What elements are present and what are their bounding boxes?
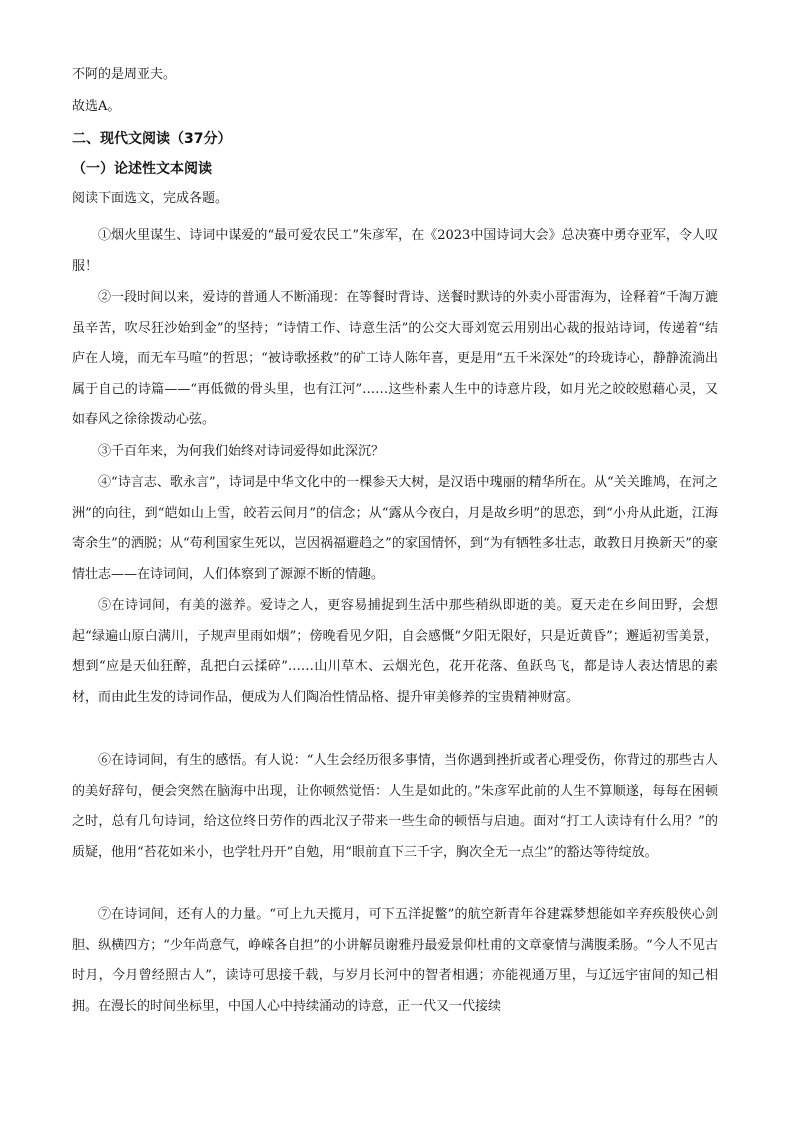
- previous-answer-text: 不阿的是周亚夫。: [72, 67, 177, 82]
- paragraph-4: ④“诗言志、歌永言”，诗词是中华文化中的一棵参天大树，是汉语中瑰丽的精华所在。从“关关雎鸠，在河之洲”的向往，到“皑如山上雪，皎若云间月”的信念；从“露从今夜白，月是故乡明”的思恋，到“小舟从此逝，江海寄余生”的洒脱；从“苟利国家生死以，岂因祸福避趋之”的家国情怀，到“为有牺牲多壮志，敢教日月换新天”的豪情壮志——在诗词间，人们体察到了源源不断的情趣。: [72, 475, 718, 582]
- paragraph-3: ③千百年来，为何我们始终对诗词爱得如此深沉？: [98, 444, 385, 459]
- section-heading: 二、现代文阅读（37分）: [72, 131, 232, 147]
- paragraph-6: ⑥在诗词间，有生的感悟。有人说：“人生会经历很多事情，当你遇到挫折或者心理受伤，你背过的那些古人的美好辞句，便会突然在脑海中出现，让你顿然觉悟：人生是如此的。”朱彦军此前的人生不算顺遂，每每在困顿之时，总有几句诗词，给这位终日劳作的西北汉子带来一些生命的顿悟与启迪。面对“打工人读诗有什么用？”的质疑，他用“苔花如米小，也学牡丹开”自勉，用“眼前直下三千字，胸次全无一点尘”的豁达等待绽放。: [72, 753, 718, 860]
- paragraph-1: ①烟火里谋生、诗词中谋爱的“最可爱农民工”朱彦军，在《2023中国诗词大会》总决赛中勇夺亚军，令人叹服！: [72, 228, 718, 274]
- reading-instruction: 阅读下面选文，完成各题。: [72, 191, 229, 206]
- subsection-heading: （一）论述性文本阅读: [72, 161, 212, 177]
- answer-choice-text: 故选A。: [72, 99, 121, 114]
- paragraph-2: ②一段时间以来，爱诗的普通人不断涌现：在等餐时背诗、送餐时默诗的外卖小哥雷海为，诠释着“千淘万漉虽辛苦，吹尽狂沙始到金”的坚持；“诗情工作、诗意生活”的公交大哥刘宽云用别出心裁的报站诗词，传递着“结庐在人境，而无车马喧”的哲思；“被诗歌拯救”的矿工诗人陈年喜，更是用“五千米深处”的玲珑诗心，静静流淌出属于自己的诗篇——“再低微的骨头里，也有江河”……这些朴素人生中的诗意片段，如月光之皎皎慰藉心灵，又如春风之徐徐拨动心弦。: [72, 290, 718, 428]
- paragraph-7: ⑦在诗词间，还有人的力量。“可上九天揽月，可下五洋捉鳖”的航空新青年谷建霖梦想能如辛弃疾般侠心剑胆、纵横四方；“少年尚意气，峥嵘各自担”的小讲解员谢雅丹最爱景仰杜甫的文章豪情与满腹柔肠。“今人不见古时月，今月曾经照古人”，读诗可思接千载，与岁月长河中的智者相遇；亦能视通万里，与辽远宇宙间的知己相拥。在漫长的时间坐标里，中国人心中持续涌动的诗意，正一代又一代接续: [72, 907, 718, 1014]
- paragraph-5: ⑤在诗词间，有美的滋养。爱诗之人，更容易捕捉到生活中那些稍纵即逝的美。夏天走在乡间田野，会想起“绿遍山原白满川，子规声里雨如烟”；傍晚看见夕阳，自会感慨“夕阳无限好，只是近黄昏”；邂逅初雪美景，想到“应是天仙狂醉，乱把白云揉碎”……山川草木、云烟光色，花开花落、鱼跃鸟飞，都是诗人表达情思的素材，而由此生发的诗词作品，便成为人们陶冶性情品格、提升审美修养的宝贵精神财富。: [72, 598, 718, 705]
